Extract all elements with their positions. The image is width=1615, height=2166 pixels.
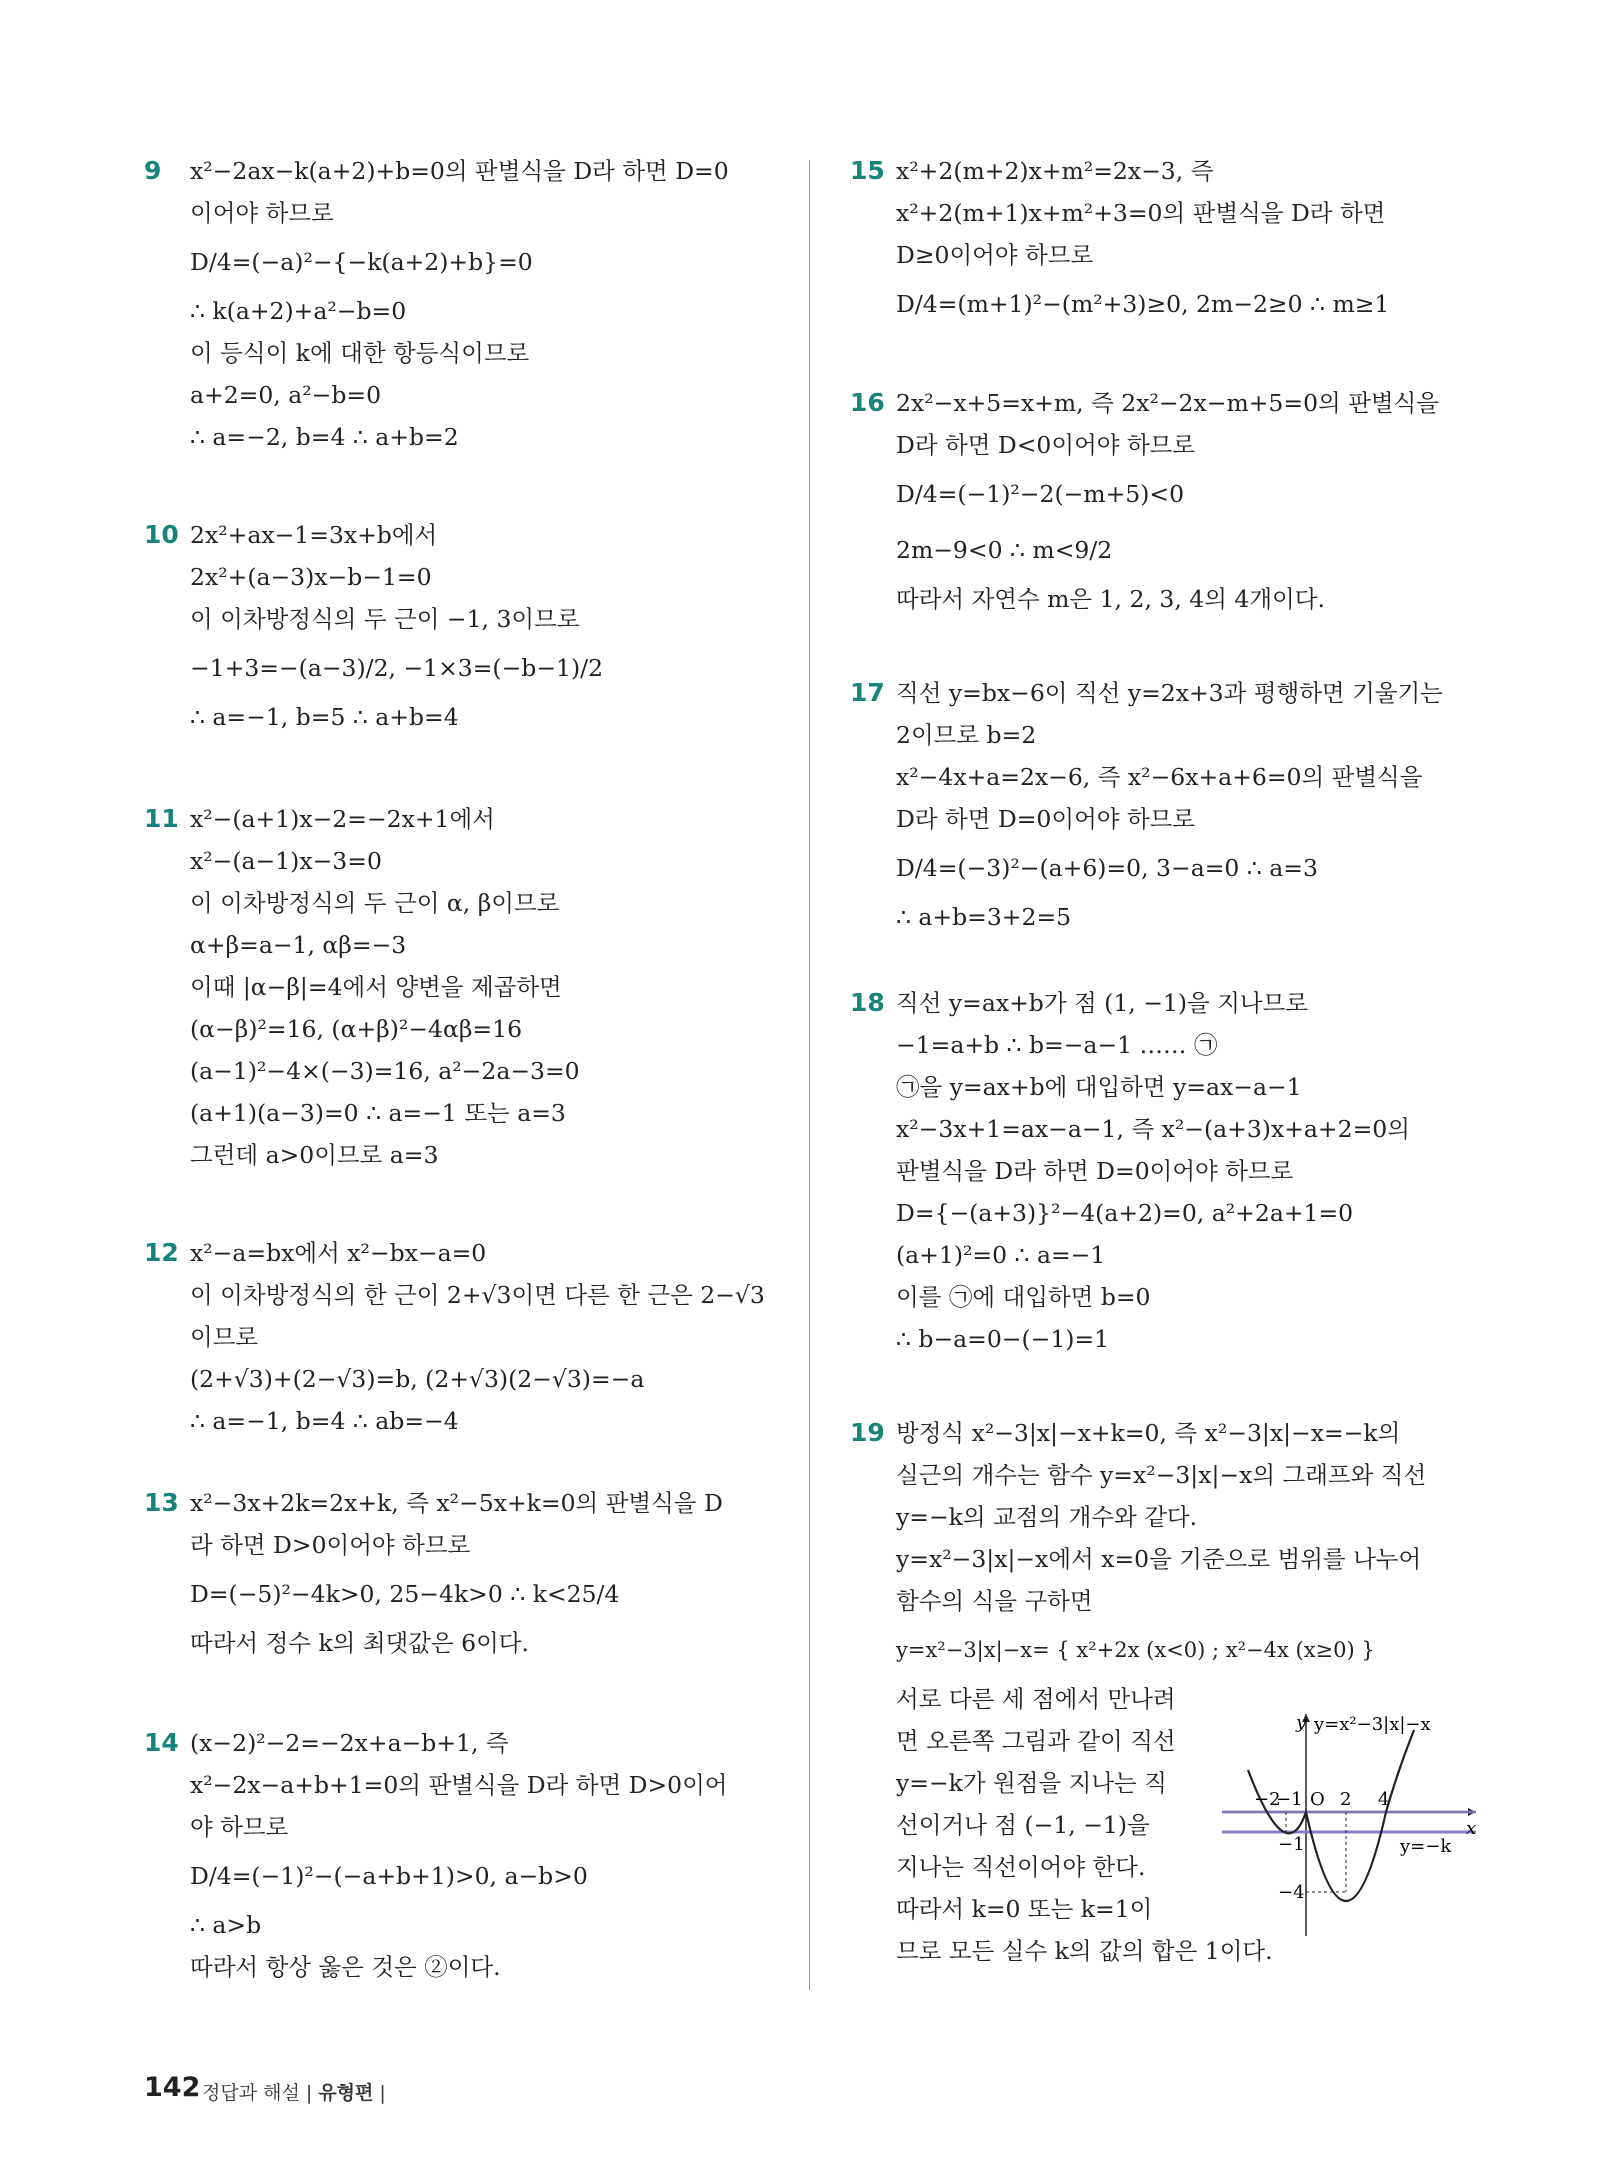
solution-line: D/4=(−a)²−{−k(a+2)+b}=0 bbox=[190, 248, 533, 276]
solution-line: 므로 모든 실수 k의 값의 합은 1이다. bbox=[896, 1937, 1273, 1965]
solution-line: 이므로 bbox=[190, 1323, 259, 1351]
solution-line: 이를 ㉠에 대입하면 b=0 bbox=[896, 1283, 1151, 1311]
footer-book: 유형편 bbox=[318, 2082, 374, 2104]
x-axis-label: x bbox=[1466, 1818, 1477, 1839]
solution-line: D/4=(−3)²−(a+6)=0, 3−a=0 ∴ a=3 bbox=[896, 854, 1318, 882]
solution-line: (a−1)²−4×(−3)=16, a²−2a−3=0 bbox=[190, 1057, 580, 1085]
solution-line: D=(−5)²−4k>0, 25−4k>0 ∴ k<25/4 bbox=[190, 1580, 620, 1608]
solution-line: x²−2x−a+b+1=0의 판별식을 D라 하면 D>0이어 bbox=[190, 1771, 728, 1799]
line-label: y=−k bbox=[1400, 1836, 1452, 1857]
solution-line: D라 하면 D=0이어야 하므로 bbox=[896, 805, 1196, 833]
solution-line: 선이거나 점 (−1, −1)을 bbox=[896, 1811, 1150, 1839]
solution-line: 판별식을 D라 하면 D=0이어야 하므로 bbox=[896, 1157, 1294, 1185]
solution-line: 따라서 항상 옳은 것은 ②이다. bbox=[190, 1953, 501, 1981]
solution-line: D/4=(m+1)²−(m²+3)≥0, 2m−2≥0 ∴ m≥1 bbox=[896, 290, 1390, 318]
solution-line: ∴ a+b=3+2=5 bbox=[896, 903, 1072, 931]
solution-line: ∴ a=−2, b=4 ∴ a+b=2 bbox=[190, 423, 459, 451]
tick-label: −4 bbox=[1278, 1882, 1305, 1903]
solution-line: x²−(a−1)x−3=0 bbox=[190, 847, 382, 875]
solution-line: −1+3=−(a−3)/2, −1×3=(−b−1)/2 bbox=[190, 654, 604, 682]
footer-separator: | bbox=[379, 2082, 386, 2104]
solution-line: ㉠을 y=ax+b에 대입하면 y=ax−a−1 bbox=[896, 1073, 1302, 1101]
solution-line: 이어야 하므로 bbox=[190, 199, 334, 227]
solution-line: (x−2)²−2=−2x+a−b+1, 즉 bbox=[190, 1729, 509, 1757]
solution-line: 그런데 a>0이므로 a=3 bbox=[190, 1141, 439, 1169]
solution-line: y=−k가 원점을 지나는 직 bbox=[896, 1769, 1167, 1797]
solution-line: 서로 다른 세 점에서 만나려 bbox=[896, 1685, 1176, 1713]
solution-line: 이때 |α−β|=4에서 양변을 제곱하면 bbox=[190, 973, 562, 1001]
problem-number: 10 bbox=[144, 520, 179, 549]
solution-line: 따라서 자연수 m은 1, 2, 3, 4의 4개이다. bbox=[896, 585, 1325, 613]
y-axis-label: y bbox=[1296, 1712, 1307, 1733]
problem-number: 14 bbox=[144, 1728, 179, 1757]
problem-number: 16 bbox=[850, 388, 885, 417]
curve-label: y=x²−3|x|−x bbox=[1314, 1714, 1431, 1735]
solution-line: D={−(a+3)}²−4(a+2)=0, a²+2a+1=0 bbox=[896, 1199, 1354, 1227]
problem-number: 19 bbox=[850, 1418, 885, 1447]
solution-line: x²−a=bx에서 x²−bx−a=0 bbox=[190, 1239, 487, 1267]
tick-label: −1 bbox=[1276, 1789, 1303, 1810]
solution-line: x²−2ax−k(a+2)+b=0의 판별식을 D라 하면 D=0 bbox=[190, 157, 729, 185]
solution-line: y=x²−3|x|−x에서 x=0을 기준으로 범위를 나누어 bbox=[896, 1545, 1422, 1573]
curve bbox=[1248, 1730, 1414, 1901]
tick-label: 4 bbox=[1378, 1789, 1390, 1810]
solution-line: x²−3x+1=ax−a−1, 즉 x²−(a+3)x+a+2=0의 bbox=[896, 1115, 1410, 1143]
solution-line: D/4=(−1)²−2(−m+5)<0 bbox=[896, 480, 1185, 508]
problem-number: 13 bbox=[144, 1488, 179, 1517]
solution-line: x²−(a+1)x−2=−2x+1에서 bbox=[190, 805, 495, 833]
solution-line: 2x²−x+5=x+m, 즉 2x²−2x−m+5=0의 판별식을 bbox=[896, 389, 1439, 417]
solution-line: y=−k의 교점의 개수와 같다. bbox=[896, 1503, 1198, 1531]
solution-line: 지나는 직선이어야 한다. bbox=[896, 1853, 1146, 1881]
solution-line: 2x²+ax−1=3x+b에서 bbox=[190, 521, 438, 549]
problem-number: 12 bbox=[144, 1238, 179, 1267]
solution-line: D/4=(−1)²−(−a+b+1)>0, a−b>0 bbox=[190, 1862, 588, 1890]
solution-line: 라 하면 D>0이어야 하므로 bbox=[190, 1531, 471, 1559]
solution-line: −1=a+b ∴ b=−a−1 …… ㉠ bbox=[896, 1031, 1218, 1059]
solution-line: (2+√3)+(2−√3)=b, (2+√3)(2−√3)=−a bbox=[190, 1365, 645, 1393]
solution-line: 직선 y=ax+b가 점 (1, −1)을 지나므로 bbox=[896, 989, 1309, 1017]
solution-line: 함수의 식을 구하면 bbox=[896, 1587, 1093, 1615]
solution-line: (a+1)²=0 ∴ a=−1 bbox=[896, 1241, 1106, 1269]
solution-line: (a+1)(a−3)=0 ∴ a=−1 또는 a=3 bbox=[190, 1099, 566, 1127]
solution-line: (α−β)²=16, (α+β)²−4αβ=16 bbox=[190, 1015, 523, 1043]
problem-number: 15 bbox=[850, 156, 885, 185]
solution-line: D≥0이어야 하므로 bbox=[896, 241, 1094, 269]
solution-line: 직선 y=bx−6이 직선 y=2x+3과 평행하면 기울기는 bbox=[896, 679, 1443, 707]
footer-label bbox=[202, 2078, 386, 2105]
solution-line: D라 하면 D<0이어야 하므로 bbox=[896, 431, 1196, 459]
tick-label: −1 bbox=[1278, 1834, 1305, 1855]
footer-section: 정답과 해설 bbox=[202, 2082, 300, 2104]
footer-separator: | bbox=[305, 2082, 319, 2104]
tick-label: −2 bbox=[1254, 1789, 1281, 1810]
solution-line: ∴ b−a=0−(−1)=1 bbox=[896, 1325, 1110, 1353]
solution-line: α+β=a−1, αβ=−3 bbox=[190, 931, 407, 959]
solution-line: x²−4x+a=2x−6, 즉 x²−6x+a+6=0의 판별식을 bbox=[896, 763, 1423, 791]
solution-line: 2이므로 b=2 bbox=[896, 721, 1037, 749]
column-divider bbox=[809, 160, 810, 1990]
solution-line: 따라서 k=0 또는 k=1이 bbox=[896, 1895, 1153, 1923]
solution-line: 따라서 정수 k의 최댓값은 6이다. bbox=[190, 1629, 529, 1657]
solution-line: 2m−9<0 ∴ m<9/2 bbox=[896, 536, 1113, 564]
solution-line: ∴ a=−1, b=4 ∴ ab=−4 bbox=[190, 1407, 459, 1435]
solution-line: 이 이차방정식의 한 근이 2+√3이면 다른 한 근은 2−√3 bbox=[190, 1281, 765, 1309]
tick-label: 2 bbox=[1340, 1789, 1352, 1810]
origin-label: O bbox=[1310, 1789, 1325, 1810]
solution-line: 실근의 개수는 함수 y=x²−3|x|−x의 그래프와 직선 bbox=[896, 1461, 1427, 1489]
solution-line: ∴ a=−1, b=5 ∴ a+b=4 bbox=[190, 703, 459, 731]
solution-line: x²+2(m+2)x+m²=2x−3, 즉 bbox=[896, 157, 1214, 185]
solution-line: 방정식 x²−3|x|−x+k=0, 즉 x²−3|x|−x=−k의 bbox=[896, 1419, 1401, 1447]
solution-line: ∴ k(a+2)+a²−b=0 bbox=[190, 297, 407, 325]
solution-line: 이 이차방정식의 두 근이 α, β이므로 bbox=[190, 889, 560, 917]
solution-line: 야 하므로 bbox=[190, 1813, 289, 1841]
problem-number: 18 bbox=[850, 988, 885, 1017]
solution-line: x²+2(m+1)x+m²+3=0의 판별식을 D라 하면 bbox=[896, 199, 1386, 227]
solution-line: 2x²+(a−3)x−b−1=0 bbox=[190, 563, 432, 591]
solution-line: ∴ a>b bbox=[190, 1911, 262, 1939]
problem-number: 9 bbox=[144, 156, 162, 185]
page-number: 142 bbox=[144, 2072, 201, 2103]
function-graph bbox=[1218, 1710, 1480, 1940]
solution-line: 이 등식이 k에 대한 항등식이므로 bbox=[190, 339, 530, 367]
solution-line: 면 오른쪽 그림과 같이 직선 bbox=[896, 1727, 1176, 1755]
solution-line: x²−3x+2k=2x+k, 즉 x²−5x+k=0의 판별식을 D bbox=[190, 1489, 723, 1517]
solution-line: a+2=0, a²−b=0 bbox=[190, 381, 382, 409]
solution-line: y=x²−3|x|−x= { x²+2x (x<0) ; x²−4x (x≥0) } bbox=[896, 1638, 1375, 1662]
problem-number: 11 bbox=[144, 804, 179, 833]
solution-line: 이 이차방정식의 두 근이 −1, 3이므로 bbox=[190, 605, 580, 633]
problem-number: 17 bbox=[850, 678, 885, 707]
